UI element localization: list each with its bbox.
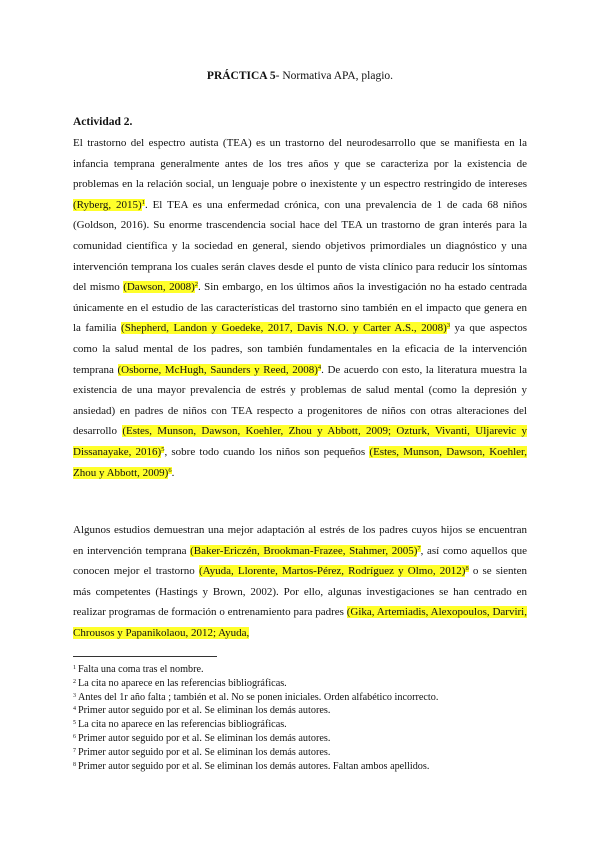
- footnote-marker: 5: [161, 445, 165, 453]
- footnote-marker: 1: [141, 198, 145, 206]
- footnote-item: [73, 663, 533, 677]
- paragraph-text: . Sin embargo, en los últimos años la investigación no ha estado centrada únicamente en el estudio de las características del trastorno sino también en el impacto que genera en la familia: [73, 281, 527, 335]
- paragraph-text: Algunos estudios demuestran una mejor adaptación al estrés de los padres cuyos hijos se encuentran en intervención temprana: [73, 524, 527, 557]
- footnote-text: Primer autor seguido por et al. Se eliminan los demás autores.: [78, 746, 331, 758]
- paragraph-2: [73, 520, 527, 644]
- citation-highlight: (Estes, Munson, Dawson, Koehler, Zhou y Abbott, 2009; Ozturk, Vivanti, Uljarevic y Dissanayake, 2016): [73, 425, 528, 458]
- footnote-marker: 7: [417, 544, 421, 552]
- footnote-marker: 2: [194, 281, 198, 289]
- citation-highlight: (Dawson, 2008): [123, 281, 195, 294]
- footnote-text: Falta una coma tras el nombre.: [78, 664, 204, 675]
- paragraph-1: [73, 133, 527, 483]
- paragraph-text: o se sienten más competentes (Hastings y Brown, 2002). Por ello, algunas investigaciones se han centrado en realizar programas de formación o entrenamiento para padres: [73, 565, 527, 619]
- footnotes-list: [73, 663, 533, 773]
- footnote-text: Antes del 1r año falta ; también et al. No se ponen iniciales. Orden alfabético incorrecto.: [78, 691, 439, 703]
- citation-highlight: (Shepherd, Landon y Goedeke, 2017, Davis N.O. y Carter A.S., 2008): [121, 322, 447, 335]
- citation-highlight: (Estes, Munson, Dawson, Koehler, Zhou y Abbott, 2009): [73, 445, 527, 479]
- footnote-text: La cita no aparece en las referencias bibliográficas.: [78, 719, 287, 731]
- footnote-number: 6: [73, 733, 76, 740]
- footnote-text: Primer autor seguido por et al. Se eliminan los demás autores.: [78, 705, 331, 717]
- footnote-divider: [73, 656, 217, 657]
- paragraph-text: .: [171, 466, 175, 479]
- citation-highlight: (Osborne, McHugh, Saunders y Reed, 2008): [117, 363, 318, 376]
- title-rest: - Normativa APA, plagio.: [275, 70, 394, 82]
- footnote-number: 2: [73, 678, 76, 685]
- footnote-number: 8: [73, 761, 76, 768]
- footnote-item: [73, 677, 533, 691]
- paragraph-text: . El TEA es una enfermedad crónica, con una prevalencia de 1 de cada 68 niños (Goldson, 2016). Su enorme trascendencia social hace del TEA un trastorno de gran interés para la comunidad científica y la sociedad en general, siendo objetivos primordiales un diagnóstico y una intervención temprana los cuales serán claves desde el punto de vista clínico para reducir los síntomas del mismo: [73, 198, 527, 294]
- section-heading: Actividad 2.: [73, 116, 133, 128]
- footnote-number: 7: [73, 747, 76, 754]
- footnote-marker: 3: [446, 322, 451, 330]
- title-bold: PRÁCTICA 5: [206, 70, 276, 82]
- paragraph-text: ya que aspectos como la salud mental de los padres, son también fundamentales en la eficacia de la intervención temprana: [73, 322, 528, 376]
- footnote-item: [73, 718, 533, 732]
- footnote-marker: 4: [317, 363, 322, 371]
- footnote-marker: 6: [168, 466, 172, 474]
- page-title: [0, 68, 600, 84]
- footnote-item: [73, 691, 533, 705]
- footnote-text: La cita no aparece en las referencias bibliográficas.: [78, 677, 287, 689]
- footnote-item: [73, 732, 533, 746]
- paragraph-text: . De acuerdo con esto, la literatura muestra la existencia de una mayor prevalencia de estrés y problemas de salud mental (como la depresión y ansiedad) en padres de niños con TEA respecto a progenitores de niños con otras alteraciones del desarrollo: [73, 363, 527, 438]
- footnote-item: [73, 746, 533, 760]
- footnote-number: 5: [73, 720, 76, 727]
- footnote-item: [73, 704, 533, 718]
- citation-highlight: (Ryberg, 2015): [73, 198, 142, 211]
- citation-highlight: (Ayuda, Llorente, Martos-Pérez, Rodríguez y Olmo, 2012): [198, 565, 466, 578]
- citation-highlight: (Gika, Artemiadis, Alexopoulos, Darviri, Chrousos y Papanikolaou, 2012; Ayuda,: [73, 606, 527, 639]
- citation-highlight: (Baker-Ericzén, Brookman-Frazee, Stahmer, 2005): [190, 544, 418, 557]
- footnote-text: Primer autor seguido por et al. Se eliminan los demás autores. Faltan ambos apellidos.: [78, 760, 430, 772]
- paragraph-text: El trastorno del espectro autista (TEA) es un trastorno del neurodesarrollo que se manifiesta en la infancia temprana generalmente antes de los tres años y que se caracteriza por la existencia de problemas en la relación social, un lenguaje pobre o inexistente y un espectro restringido de intereses: [73, 137, 527, 191]
- footnote-item: [73, 760, 533, 774]
- paragraph-text: , así como aquellos que conocen mejor el trastorno: [73, 544, 528, 578]
- paragraph-text: , sobre todo cuando los niños son pequeños: [164, 445, 370, 458]
- footnote-text: Primer autor seguido por et al. Se eliminan los demás autores.: [78, 732, 331, 744]
- footnote-number: 3: [73, 692, 76, 699]
- footnote-marker: 8: [465, 565, 469, 573]
- footnote-number: 1: [73, 665, 76, 671]
- footnote-number: 4: [73, 706, 76, 713]
